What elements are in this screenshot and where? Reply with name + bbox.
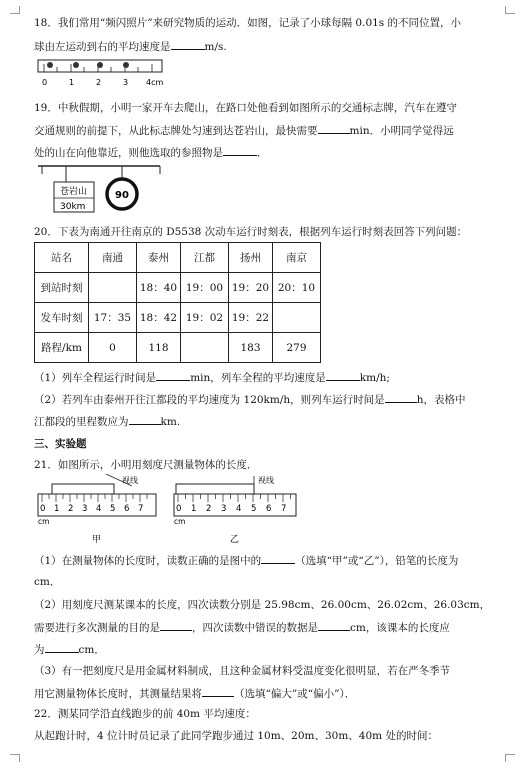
q20-text: （1）列车全程运行时间是 xyxy=(34,372,157,384)
table-cell xyxy=(273,303,321,333)
ruler-tick-label: 4 xyxy=(96,504,102,514)
ruler-tick-label: 2 xyxy=(206,504,212,514)
q19-line1: 19．中秋假期，小明一家开车去爬山，在路口处他看到如图所示的交通标志牌，汽车在遵守 xyxy=(34,102,457,114)
table-cell: 19：02 xyxy=(181,303,229,333)
q20-text: 江都段的里程数应为 xyxy=(34,416,129,428)
ruler-tick-label: 6 xyxy=(124,504,130,514)
q18-unit: m/s. xyxy=(204,41,227,53)
ruler-tick-label: 1 xyxy=(69,78,75,87)
q21-text: 需要进行多次测量的目的是 xyxy=(34,622,160,634)
q19-line2 xyxy=(34,123,495,138)
q20-sub2-cont xyxy=(34,414,495,429)
figure-label: 甲 xyxy=(92,535,102,545)
ruler-tick-label: 4 xyxy=(236,504,242,514)
q22-line2: 从起跑计时，4 位计时员记录了此同学跑步通过 10m、20m、30m、40m 处的时间： xyxy=(34,730,438,742)
q21-text: cm． xyxy=(78,644,105,656)
q20-text: （2）若列车由泰州开往江都段的平均速度为 120km/h，则列车运行时间是 xyxy=(34,394,385,406)
table-cell xyxy=(181,333,229,363)
q21-text: 用它测量物体长度时，其测量结果将 xyxy=(34,688,202,700)
answer-blank[interactable] xyxy=(171,39,205,50)
answer-blank[interactable] xyxy=(318,620,350,631)
answer-blank[interactable] xyxy=(261,553,295,564)
q20-text: min，列车全程的平均速度是 xyxy=(190,372,326,384)
answer-blank[interactable] xyxy=(45,642,79,653)
table-cell: 0 xyxy=(89,333,137,363)
ruler-tick-label: 0 xyxy=(176,504,182,514)
q19-text: 交通规则的前提下，从此标志牌处匀速到达苍岩山，最快需要 xyxy=(34,125,318,137)
q19-line3 xyxy=(34,145,495,160)
table-cell: 20：10 xyxy=(273,273,321,303)
table-cell: 路程/km xyxy=(35,333,89,363)
q18-line2 xyxy=(34,39,495,54)
table-cell: 18：42 xyxy=(137,303,181,333)
q21-text: （选填“甲”或“乙”），铅笔的长度为 xyxy=(295,555,459,567)
table-row xyxy=(35,303,321,333)
ruler-tick-label: 3 xyxy=(123,78,129,87)
q21-sub1 xyxy=(34,553,495,568)
sign-place: 苍岩山 xyxy=(60,187,88,197)
ruler-tick-label: 2 xyxy=(96,78,102,87)
table-cell: 17：35 xyxy=(89,303,137,333)
figure-label: 乙 xyxy=(230,535,240,545)
ruler-tick-label: 4cm xyxy=(146,78,164,87)
table-header: 泰州 xyxy=(137,243,181,273)
q21-text: （1）在测量物体的长度时，读数正确的是图中的 xyxy=(34,555,262,567)
answer-blank[interactable] xyxy=(202,686,234,697)
q22-line1: 22．测某同学沿直线跑步的前 40m 平均速度： xyxy=(34,708,256,720)
ruler-tick-label: 1 xyxy=(191,504,197,514)
pencil xyxy=(176,484,254,494)
table-header: 南通 xyxy=(89,243,137,273)
q20-sub1 xyxy=(34,370,495,385)
q18-ruler-figure xyxy=(36,58,168,90)
table-row xyxy=(35,273,321,303)
table-cell: 19：00 xyxy=(181,273,229,303)
table-header: 江都 xyxy=(181,243,229,273)
q19-text: ． xyxy=(257,147,268,159)
q21-text: cm，该课本的长度应 xyxy=(350,622,450,634)
pencil xyxy=(52,484,114,494)
table-cell: 118 xyxy=(137,333,181,363)
q20-text: km/h; xyxy=(359,372,390,384)
speed-limit-value: 90 xyxy=(115,190,129,201)
q20-text: km. xyxy=(160,416,181,428)
table-cell: 18：40 xyxy=(137,273,181,303)
ruler-tick-label: 3 xyxy=(82,504,88,514)
q18-line1: 18．我们常用“频闪照片”来研究物质的运动．如图，记录了小球每隔 0.01s 的不同位置，小 xyxy=(34,17,462,29)
ruler-figure-b xyxy=(172,474,300,546)
table-cell: 19：22 xyxy=(229,303,273,333)
traffic-sign-figure xyxy=(36,164,168,216)
table-cell: 19：20 xyxy=(229,273,273,303)
table-header: 站名 xyxy=(35,243,89,273)
table-cell xyxy=(89,273,137,303)
q20-line1: 20．下表为南通开往南京的 D5538 次动车运行时刻表，根据列车运行时刻表回答下列问题： xyxy=(34,226,468,238)
answer-blank[interactable] xyxy=(385,392,417,403)
timetable xyxy=(34,242,321,363)
q21-sub2: （2）用刻度尺测某课本的长度，四次读数分别是 25.98cm、26.00cm、26.02cm、26.03cm， xyxy=(34,599,491,611)
q21-sub2-end xyxy=(34,642,495,657)
answer-blank[interactable] xyxy=(160,620,192,631)
answer-blank[interactable] xyxy=(223,145,257,156)
q21-text: 为 xyxy=(34,644,45,656)
sight-label: 视线 xyxy=(122,476,138,485)
table-row xyxy=(35,243,321,273)
q20-sub2 xyxy=(34,392,495,407)
q21-sub3: （3）有一把刻度尺是用金属材料制成，且这种金属材料受温度变化很明显，若在严冬季节 xyxy=(34,665,451,677)
ruler-tick-label: 5 xyxy=(251,504,257,514)
q21-text: （选填“偏大”或“偏小”）． xyxy=(234,688,356,700)
table-cell: 183 xyxy=(229,333,273,363)
table-header: 南京 xyxy=(273,243,321,273)
page-corner-mark xyxy=(505,754,515,762)
q21-sub2-cont xyxy=(34,620,495,635)
page-corner-mark xyxy=(10,6,20,14)
q21-text: ，四次读数中错误的数据是 xyxy=(192,622,318,634)
table-cell: 279 xyxy=(273,333,321,363)
ruler-figure-a xyxy=(36,474,160,546)
sight-label: 视线 xyxy=(258,476,274,485)
page-corner-mark xyxy=(505,6,515,14)
ruler-tick-label: 1 xyxy=(54,504,60,514)
ruler-unit: cm xyxy=(38,517,50,526)
table-cell: 到站时刻 xyxy=(35,273,89,303)
answer-blank[interactable] xyxy=(156,370,190,381)
ruler-tick-label: 6 xyxy=(266,504,272,514)
answer-blank[interactable] xyxy=(318,123,350,134)
ruler-unit: cm xyxy=(174,517,186,526)
ball xyxy=(97,62,103,68)
q21-sub1-cont: cm． xyxy=(34,576,61,588)
q20-text: h，表格中 xyxy=(416,394,466,406)
ruler-tick-label: 7 xyxy=(138,504,144,514)
ruler-tick-label: 5 xyxy=(110,504,116,514)
answer-blank[interactable] xyxy=(326,370,360,381)
ruler-tick-label: 7 xyxy=(281,504,287,514)
table-row xyxy=(35,333,321,363)
q18-text: 球由左运动到右的平均速度是 xyxy=(34,41,171,53)
ball xyxy=(123,62,129,68)
ruler-tick-label: 0 xyxy=(40,504,46,514)
table-cell: 发车时刻 xyxy=(35,303,89,333)
ball xyxy=(73,62,79,68)
q19-text: min．小明同学觉得远 xyxy=(349,125,454,137)
sign-distance: 30km xyxy=(60,202,86,212)
ball xyxy=(47,62,53,68)
q21-line1: 21．如图所示，小明用刻度尺测量物体的长度． xyxy=(34,459,258,471)
q21-sub3-cont xyxy=(34,686,495,701)
q19-text: 处的山在向他靠近，则他选取的参照物是 xyxy=(34,147,223,159)
section-title: 三、实验题 xyxy=(34,438,87,450)
page-corner-mark xyxy=(10,754,20,762)
ruler-tick-label: 3 xyxy=(221,504,227,514)
ruler-tick-label: 2 xyxy=(68,504,74,514)
answer-blank[interactable] xyxy=(129,414,161,425)
ruler-tick-label: 0 xyxy=(42,78,48,87)
table-header: 扬州 xyxy=(229,243,273,273)
